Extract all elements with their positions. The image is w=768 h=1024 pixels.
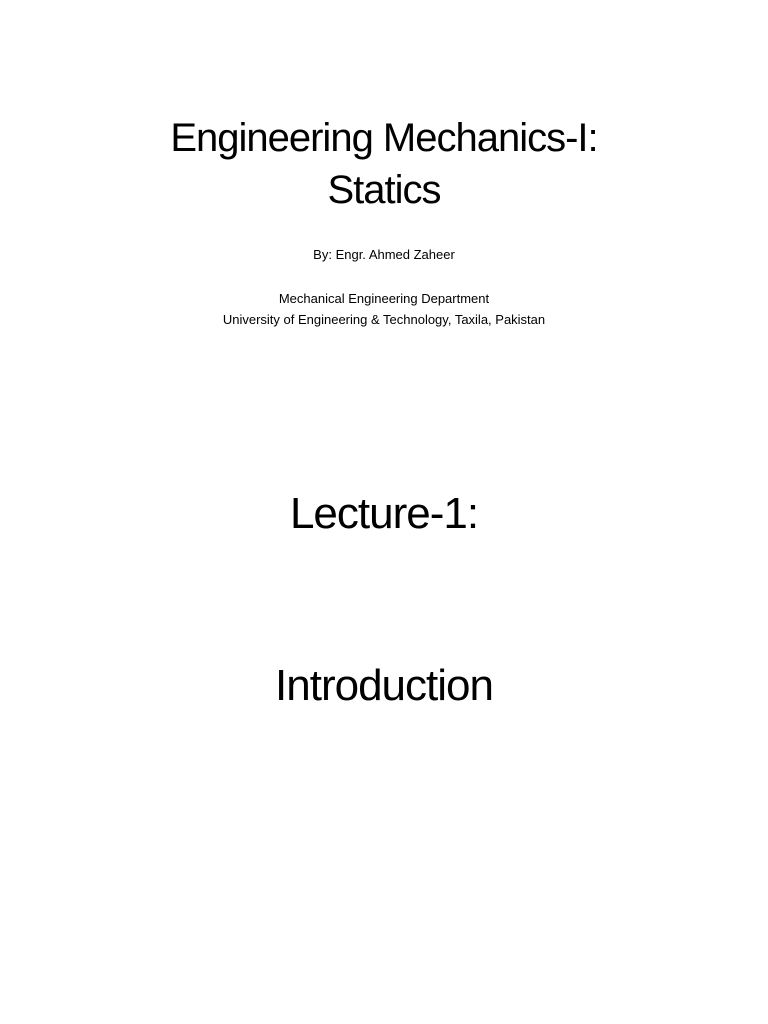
title-line-2: Statics (327, 168, 441, 212)
affiliation-block (0, 288, 768, 330)
slide-title (0, 112, 768, 216)
university-line: University of Engineering & Technology, Taxila, Pakistan (222, 312, 546, 327)
department-line: Mechanical Engineering Department (278, 291, 490, 306)
author-line: By: Engr. Ahmed Zaheer (313, 247, 455, 262)
lecture-heading: Lecture-1: (289, 489, 479, 538)
topic-heading: Introduction (275, 661, 493, 710)
title-line-1: Engineering Mechanics-I: (170, 116, 598, 160)
